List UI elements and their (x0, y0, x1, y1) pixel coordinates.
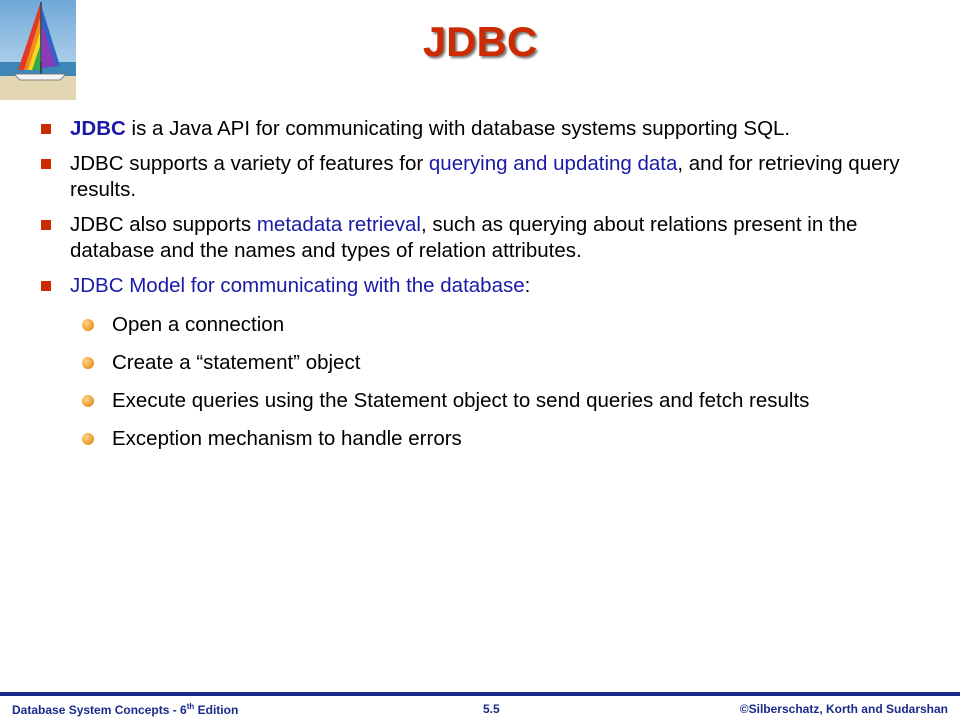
square-bullet-icon (41, 220, 51, 230)
bullet-text-part: JDBC Model for communicating with the database (70, 274, 525, 297)
subbullet-text: Open a connection (112, 313, 285, 336)
bullet-text-part: JDBC (70, 117, 126, 140)
square-bullet-icon (41, 281, 51, 291)
footer-book-title (12, 702, 238, 717)
bullet-text-part: , such as querying about relations present in the database and the names and types of relation attributes. (70, 213, 858, 262)
slide-footer (0, 692, 960, 720)
subbullet-execute-queries (40, 388, 930, 414)
square-bullet-icon (41, 159, 51, 169)
bullet-text-part: , and for retrieving query results. (70, 152, 900, 201)
slide-content (40, 116, 930, 464)
bullet-metadata (40, 212, 930, 264)
bullet-text-part: is a Java API for communicating with database systems supporting SQL. (125, 117, 791, 140)
bullet-jdbc-api (40, 116, 930, 142)
subbullet-text: Exception mechanism to handle errors (112, 427, 462, 450)
subbullet-text: Create a “statement” object (112, 351, 361, 374)
footer-page-number: 5.5 (483, 702, 500, 716)
subbullet-create-statement (40, 350, 930, 376)
bullet-text-part: JDBC supports a variety of features for (70, 152, 429, 175)
round-bullet-icon (82, 357, 94, 369)
bullet-model (40, 273, 930, 299)
bullet-features (40, 151, 930, 203)
bullet-text-part: metadata retrieval (256, 213, 421, 236)
round-bullet-icon (82, 319, 94, 331)
footer-book-title-prefix: Database System Concepts - 6 (12, 703, 187, 717)
footer-divider (0, 692, 960, 696)
slide-title: JDBC (422, 18, 538, 65)
square-bullet-icon (41, 124, 51, 134)
footer-book-title-suffix: Edition (194, 703, 239, 717)
bullet-text-part: : (524, 274, 531, 297)
subbullet-open-connection (40, 312, 930, 338)
bullet-text-part: JDBC also supports (70, 213, 257, 236)
bullet-text-part: querying and updating data (428, 152, 678, 175)
footer-copyright: ©Silberschatz, Korth and Sudarshan (739, 702, 948, 716)
round-bullet-icon (82, 433, 94, 445)
footer-edition-sup: th (186, 702, 195, 711)
subbullet-exception (40, 426, 930, 452)
subbullet-text: Execute queries using the Statement object to send queries and fetch results (112, 389, 810, 412)
round-bullet-icon (82, 395, 94, 407)
